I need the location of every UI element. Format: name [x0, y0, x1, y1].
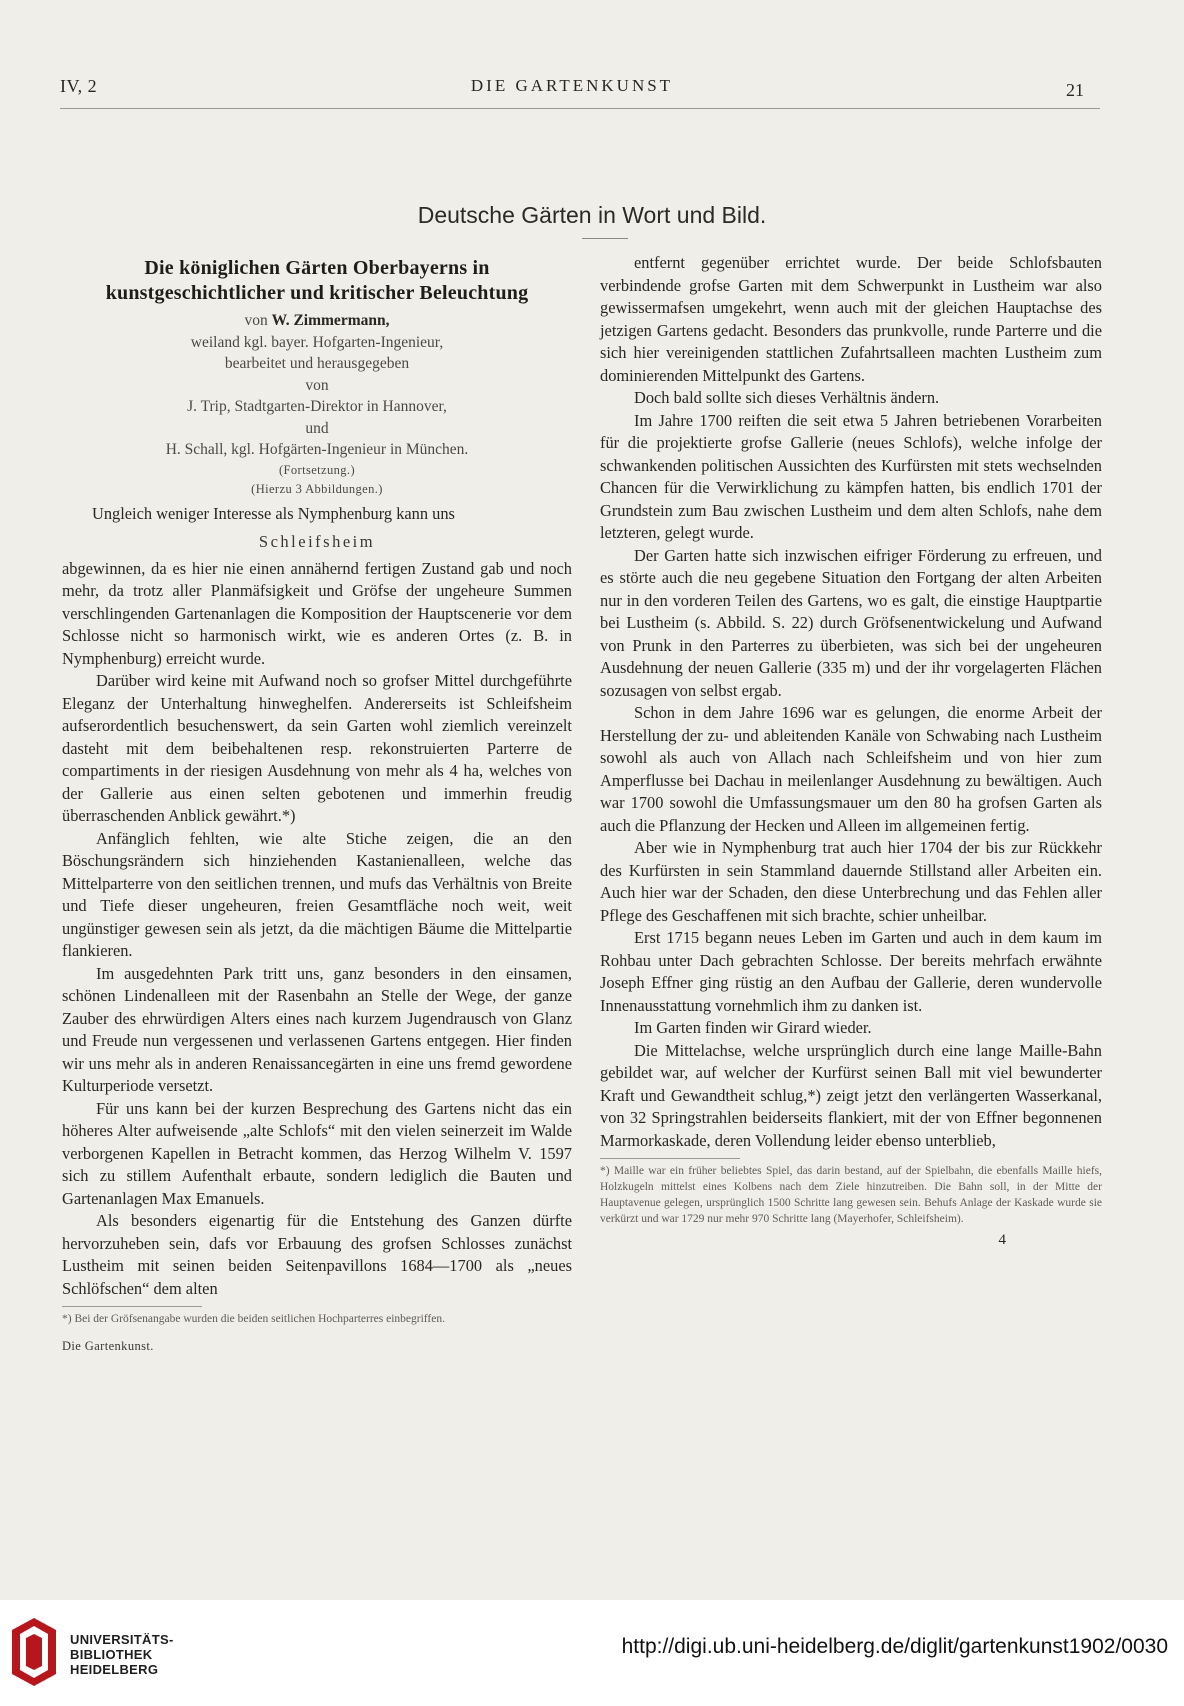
paragraph: Darüber wird keine mit Aufwand noch so grofser Mittel durchgeführte Eleganz der Unterhaltung hinweghelfen. Andererseits ist Schleifsheim aufserordentlich besuchenswert, da sein Garten wohl ziemlich vereinzelt dasteht mit dem beibehaltenen resp. rekonstruierten Parterre de compartiments in der riesigen Ausdehnung von mehr als 4 ha, welches von der Gallerie aus einen selten gebotenen und immerhin freudig überraschenden Anblick gewährt.*)	[62, 671, 572, 825]
library-name-line-3: HEIDELBERG	[70, 1662, 159, 1677]
university-seal-icon	[10, 1616, 58, 1688]
author-line	[62, 310, 572, 332]
lead-line: Ungleich weniger Interesse als Nymphenburg kann uns	[92, 503, 455, 523]
paragraph: Aber wie in Nymphenburg trat auch hier 1704 der bis zur Rückkehr des Kurfürsten in sein Stammland dauernde Stillstand aller Arbeiten ein. Auch hier war der Schaden, den diese Unterbrechung und das Fehlen aller Pflege des Geschaffenen mit sich brachte, schier unheilbar.	[600, 838, 1102, 925]
continuation-note: (Fortsetzung.)	[278, 462, 356, 477]
editor-1: J. Trip, Stadtgarten-Direktor in Hannover,	[187, 398, 447, 415]
editor-2: H. Schall, kgl. Hofgärten-Ingenieur in München.	[165, 441, 469, 458]
von-line: von	[305, 376, 329, 394]
library-name-line-2: BIBLIOTHEK	[70, 1647, 153, 1662]
signature-left: Die Gartenkunst.	[62, 1339, 154, 1353]
und-line: und	[305, 419, 329, 437]
right-body	[600, 252, 1102, 1152]
journal-title: DIE GARTENKUNST	[470, 76, 674, 95]
volume-number: IV, 2	[60, 76, 98, 96]
footer-bar	[0, 1600, 1184, 1706]
library-name	[70, 1632, 174, 1677]
permalink-url[interactable]: http://digi.ub.uni-heidelberg.de/diglit/gartenkunst1902/0030	[621, 1635, 1168, 1658]
paragraph: Im Garten finden wir Girard wieder.	[634, 1018, 872, 1037]
right-column	[600, 252, 1102, 1252]
paragraph: Für uns kann bei der kurzen Besprechung des Gartens nicht das ein höheres Alter aufweisende „alte Schlofs“ mit den vielen seinerzeit im Walde verborgenen Kapellen in Betracht kommen, das Herzog Wilhelm V. 1597 sich zu stillem Aufenthalt erbaute, sondern lediglich die Bauten und Gartenanlagen Max Emanuels.	[62, 1098, 572, 1208]
paragraph: Die Mittelachse, welche ursprünglich durch eine lange Maille-Bahn gebildet war, auf welcher der Kurfürst seinen Ball mit viel bewunderter Kraft und Gewandtheit schlug,*) zeigt jetzt den verlängerten Wasserkanal, von 32 Springstrahlen beiderseits flankiert, mit der von Effner begonnenen Marmorkaskade, deren Vollendung leider ebenso unterblieb,	[600, 1040, 1102, 1150]
paragraph: Schon in dem Jahre 1696 war es gelungen, die enorme Arbeit der Herstellung der zu- und ableitenden Kanäle von Schwabing nach Lustheim sowohl als auch von Allach nach Schleifsheim und von hier zum Amperflusse bei Dachau in meilenlanger Ausdehnung zu bewältigen. Auch war 1700 sowohl die Umfassungsmauer um den 80 ha grofsen Garten als auch die Pflanzung der Hecken und Alleen im allgemeinen fertig.	[600, 703, 1102, 835]
edited-by: bearbeitet und herausgegeben	[224, 355, 410, 372]
paragraph: Im Jahre 1700 reiften die seit etwa 5 Jahren betriebenen Vorarbeiten für die projektierte grofse Gallerie (neues Schlofs), welche infolge der schwankenden politischen Aussichten des Kurfürsten mit stets wechselnden Chancen für die Verwirklichung zu kämpfen hatten, bis endlich 1701 der Grundstein zum Bau zwischen Lustheim und dem alten Schlofs, nahe dem letzteren, gelegt wurde.	[600, 410, 1102, 542]
article-title: Die königlichen Gärten Oberbayerns in kunstgeschichtlicher und kritischer Beleuchtung	[105, 257, 529, 304]
by-prefix: von	[244, 312, 268, 329]
paragraph: Anfänglich fehlten, wie alte Stiche zeigen, die an den Böschungsrändern sich hinziehenden Kastanienalleen, welche das Mittelparterre von den seitlichen trennen, und mufs das Verhältnis von Breite und Tiefe dieser ungeheuren, freien Gesamtfläche noch weit, weit ungünstiger gewesen sein als jetzt, da die mächtigen Bäume die Mittelpartie flankieren.	[62, 828, 572, 960]
signature-mark: 4	[998, 1232, 1006, 1248]
header-rule	[60, 108, 1100, 109]
running-head	[60, 76, 1084, 100]
paragraph: Als besonders eigenartig für die Entstehung des Ganzen dürfte hervorzuheben sein, dafs vor Erbauung des grofsen Schlosses zunächst Lustheim mit seinen beiden Seitenpavillons 1684—1700 als „neues Schlöfschen“ dem alten	[62, 1211, 572, 1298]
paragraph: Doch bald sollte sich dieses Verhältnis ändern.	[634, 388, 940, 407]
left-footnote: *) Bei der Gröfsenangabe wurden die beiden seitlichen Hochparterres einbegriffen.	[62, 1313, 445, 1325]
footnote-rule	[600, 1158, 740, 1159]
left-column	[62, 252, 572, 1358]
paragraph: Der Garten hatte sich inzwischen eifriger Förderung zu erfreuen, und es störte auch die neu gegebene Situation den Fortgang der alten Arbeiten nur in den vorderen Teilen des Gartens, wo es galt, die einstige Hauptpartie bei Lustheim (s. Abbild. S. 22) durch Gröfsenentwickelung und Aufwand von Prunk in den Parterres zu überbieten, was sich bei der ungeheuren Ausdehnung der neuen Gallerie (335 m) und der ihr vorgelagerten Flächen sozusagen von selbst ergab.	[600, 545, 1102, 700]
paragraph: entfernt gegenüber errichtet wurde. Der beide Schlofsbauten verbindende grofse Garten mit dem Schwerpunkt in Lustheim war also gewissermafsen umgekehrt, wenn auch mit der gleichen Hauptachse des jetzigen Gartens gedacht. Besonders das prunkvolle, runde Parterre und die sich hier vereinigenden stattlichen Zufahrtsalleen machten Lustheim zum dominierenden Mittelpunkt des Gartens.	[600, 253, 1102, 385]
left-body	[62, 558, 572, 1301]
page-number: 21	[1066, 80, 1084, 100]
author-role: weiland kgl. bayer. Hofgarten-Ingenieur,	[190, 333, 444, 351]
footnote-rule	[62, 1306, 202, 1307]
place-subhead: Schleifsheim	[258, 532, 376, 551]
library-name-line-1: UNIVERSITÄTS-	[70, 1632, 174, 1647]
right-footnote: *) Maille war ein früher beliebtes Spiel, das darin bestand, auf der Spielbahn, die ebenfalls Maille hiefs, Holzkugeln mittelst eines Kolbens nach dem Ziele hinzutreiben. Die Bahn soll, in der Mitte der Hauptavenue gelegen, ursprünglich 1500 Schritte lang gewesen sein. Behufs Anlage der Kaskade wurde sie verkürzt und war 1729 nur mehr 970 Schritte lang (Mayerhofer, Schleifsheim).	[600, 1165, 1102, 1225]
title-rule	[582, 238, 628, 239]
author-name: W. Zimmermann,	[271, 312, 390, 329]
paragraph: abgewinnen, da es hier nie einen annähernd fertigen Zustand gab und noch mehr, da trotz aller Planmäfsigkeit und Gröfse der ungeheure Summen verschlingenden Gartenanlagen die Komposition der Hauptscenerie vor dem Schlosse nicht so harmonisch wirkt, wie es anderen Ortes (z. B. in Nymphenburg) erreicht wurde.	[62, 558, 572, 668]
paragraph: Im ausgedehnten Park tritt uns, ganz besonders in den einsamen, schönen Lindenalleen mit der Rasenbahn an Stelle der Wege, der ganze Zauber des ehrwürdigen Alters eines nach kurzem Jugendrausch von Glanz und Freude nun vergessenen und verlassenen Gartens entgegen. Hier finden wir uns mehr als in anderen Renaissancegärten in eine uns fremd gewordene Kulturperiode versetzt.	[62, 963, 572, 1095]
paragraph: Erst 1715 begann neues Leben im Garten und auch in dem kaum im Rohbau unter Dach gebrachten Schlosse. Der bereits mehrfach erwähnte Joseph Effner ging rüstig an den Aufbau der Gallerie, deren wundervolle Innenausstattung vornehmlich ihm zu danken ist.	[600, 928, 1102, 1015]
illustrations-note: (Hierzu 3 Abbildungen.)	[251, 481, 383, 496]
section-title: Deutsche Gärten in Wort und Bild.	[417, 202, 767, 228]
